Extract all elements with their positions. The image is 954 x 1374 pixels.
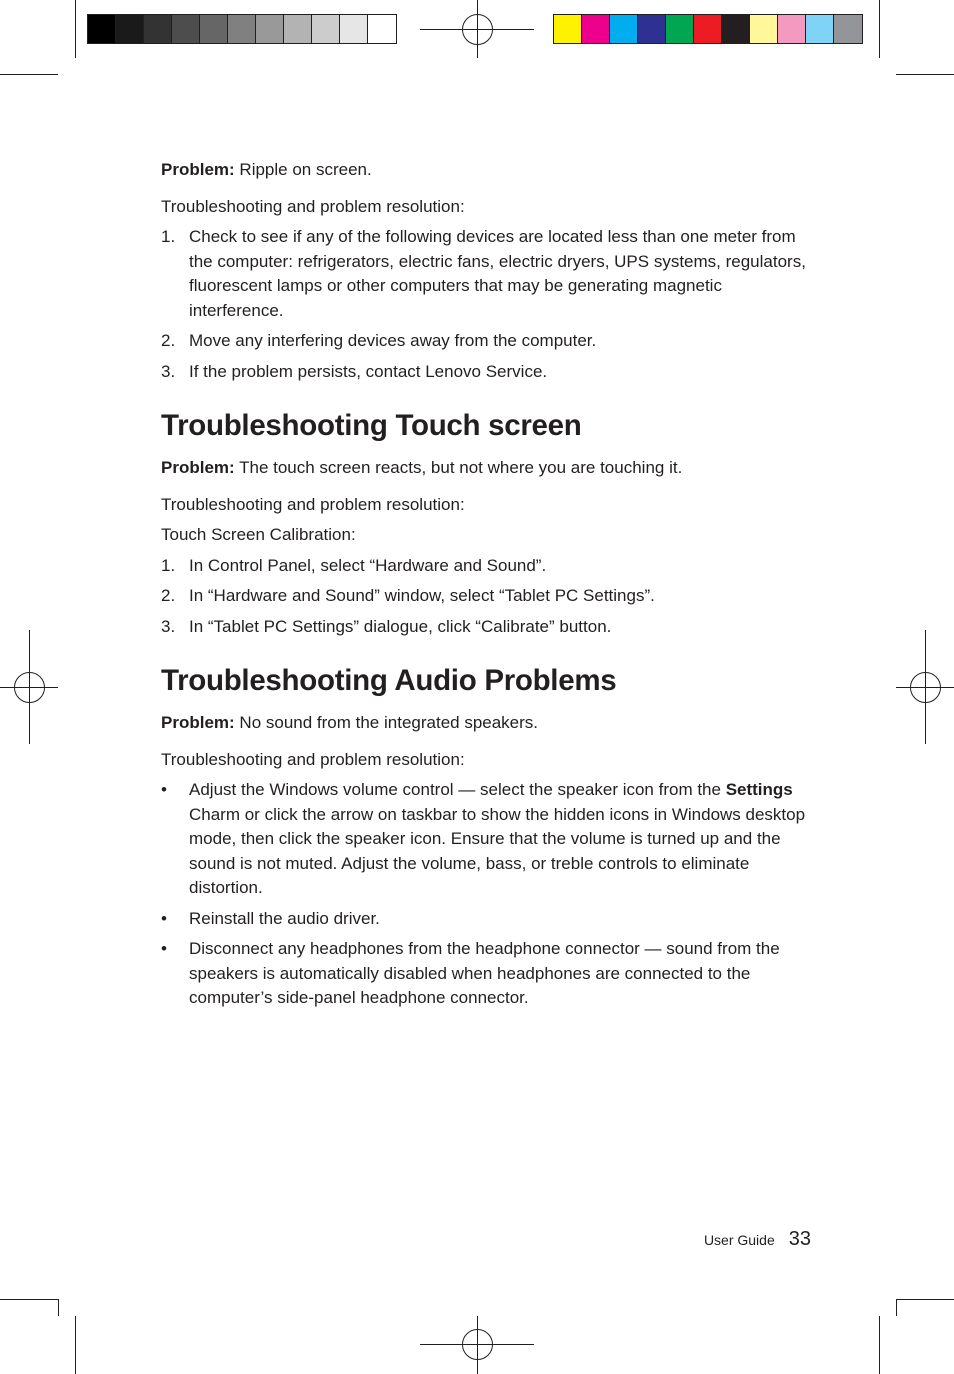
color-swatch	[172, 15, 200, 43]
color-swatch	[638, 15, 666, 43]
color-swatch	[144, 15, 172, 43]
resolution-steps	[161, 554, 811, 640]
registration-circle	[910, 672, 941, 703]
intro-text: Touch Screen Calibration:	[161, 525, 356, 544]
color-swatch	[256, 15, 284, 43]
color-swatch	[694, 15, 722, 43]
step-text: In Control Panel, select “Hardware and Sound”.	[189, 555, 547, 575]
bullet-text: Disconnect any headphones from the headphone connector — sound from the speakers is automatically disabled when headphones are connected to the computer’s side-panel headphone connector.	[189, 939, 780, 1007]
color-swatch	[806, 15, 834, 43]
problem-label: Problem:	[161, 713, 235, 732]
color-swatch	[582, 15, 610, 43]
crop-mark	[75, 0, 76, 58]
step-number: 3.	[161, 361, 176, 381]
step-text: In “Tablet PC Settings” dialogue, click “Calibrate” button.	[189, 616, 612, 636]
color-swatch	[200, 15, 228, 43]
problem-text: No sound from the integrated speakers.	[234, 713, 539, 732]
crop-mark	[75, 1316, 76, 1374]
crop-mark	[879, 1316, 880, 1374]
bullet: •	[161, 908, 167, 928]
color-swatch	[284, 15, 312, 43]
resolution-heading: Troubleshooting and problem resolution:	[161, 494, 465, 514]
crop-mark	[896, 1299, 954, 1300]
crop-mark	[0, 1299, 58, 1300]
section-heading: Troubleshooting Audio Problems	[161, 664, 617, 697]
footer-label: User Guide	[703, 1232, 775, 1248]
crop-mark	[58, 1299, 59, 1316]
list-item	[161, 615, 811, 640]
crop-mark	[879, 0, 880, 58]
color-swatch	[88, 15, 116, 43]
color-swatch	[368, 15, 396, 43]
list-item	[161, 554, 811, 579]
color-swatch	[610, 15, 638, 43]
step-text: Move any interfering devices away from the computer.	[189, 331, 597, 350]
bullet-text: Adjust the Windows volume control — select the speaker icon from the	[189, 780, 726, 799]
color-swatch	[834, 15, 862, 43]
step-text: In “Hardware and Sound” window, select “Tablet PC Settings”.	[189, 586, 655, 605]
list-item	[161, 329, 811, 354]
page-number: 33	[788, 1228, 811, 1250]
problem-label: Problem:	[161, 160, 235, 179]
problem-text: Ripple on screen.	[234, 160, 372, 179]
step-text: Check to see if any of the following devices are located less than one meter from the computer: refrigerators, electric fans, electric dryers, UPS systems, regulators, fluorescent lamps or other computers that may be generating magnetic interference.	[189, 227, 806, 320]
step-number: 2.	[161, 586, 176, 605]
color-swatch	[116, 15, 144, 43]
step-number: 1.	[161, 227, 176, 246]
step-number: 1.	[161, 555, 176, 575]
list-item	[161, 778, 811, 901]
resolution-bullets	[161, 778, 811, 1011]
registration-circle	[14, 672, 45, 703]
bullet-text: Charm or click the arrow on taskbar to show the hidden icons in Windows desktop mode, then click the speaker icon. Ensure that the volume is turned up and the sound is not muted. Adjust the volume, bass, or treble controls to eliminate distortion.	[189, 804, 806, 897]
color-swatch	[722, 15, 750, 43]
list-item	[161, 225, 811, 323]
color-swatch	[750, 15, 778, 43]
color-swatch	[666, 15, 694, 43]
problem-label: Problem:	[161, 458, 235, 477]
grayscale-color-bar	[87, 14, 397, 44]
section-ripple	[161, 158, 811, 384]
section-audio	[161, 663, 811, 1011]
step-number: 2.	[161, 331, 176, 350]
color-swatch	[554, 15, 582, 43]
section-touch-screen	[161, 408, 811, 639]
color-swatch	[312, 15, 340, 43]
color-swatch	[340, 15, 368, 43]
color-swatch	[778, 15, 806, 43]
list-item	[161, 937, 811, 1011]
crop-mark	[0, 74, 58, 75]
resolution-heading: Troubleshooting and problem resolution:	[161, 749, 465, 769]
list-item	[161, 360, 811, 385]
settings-term: Settings	[725, 780, 793, 799]
resolution-heading: Troubleshooting and problem resolution:	[161, 196, 465, 216]
resolution-steps	[161, 225, 811, 384]
bullet: •	[161, 780, 167, 799]
problem-statement	[161, 456, 811, 481]
registration-circle	[462, 1329, 493, 1360]
step-text: If the problem persists, contact Lenovo Service.	[189, 361, 548, 381]
page-footer	[704, 1228, 811, 1251]
list-item	[161, 584, 811, 609]
color-swatch	[228, 15, 256, 43]
bullet: •	[161, 939, 167, 958]
process-color-bar	[553, 14, 863, 44]
step-number: 3.	[161, 616, 176, 636]
problem-statement	[161, 158, 811, 183]
crop-mark	[896, 74, 954, 75]
problem-text: The touch screen reacts, but not where you are touching it.	[234, 458, 683, 477]
section-heading: Troubleshooting Touch screen	[161, 409, 582, 442]
list-item	[161, 907, 811, 932]
bullet-text: Reinstall the audio driver.	[189, 908, 380, 928]
registration-circle	[462, 14, 493, 45]
crop-mark	[896, 1299, 897, 1316]
problem-statement	[161, 711, 811, 736]
page-content	[161, 158, 811, 1017]
